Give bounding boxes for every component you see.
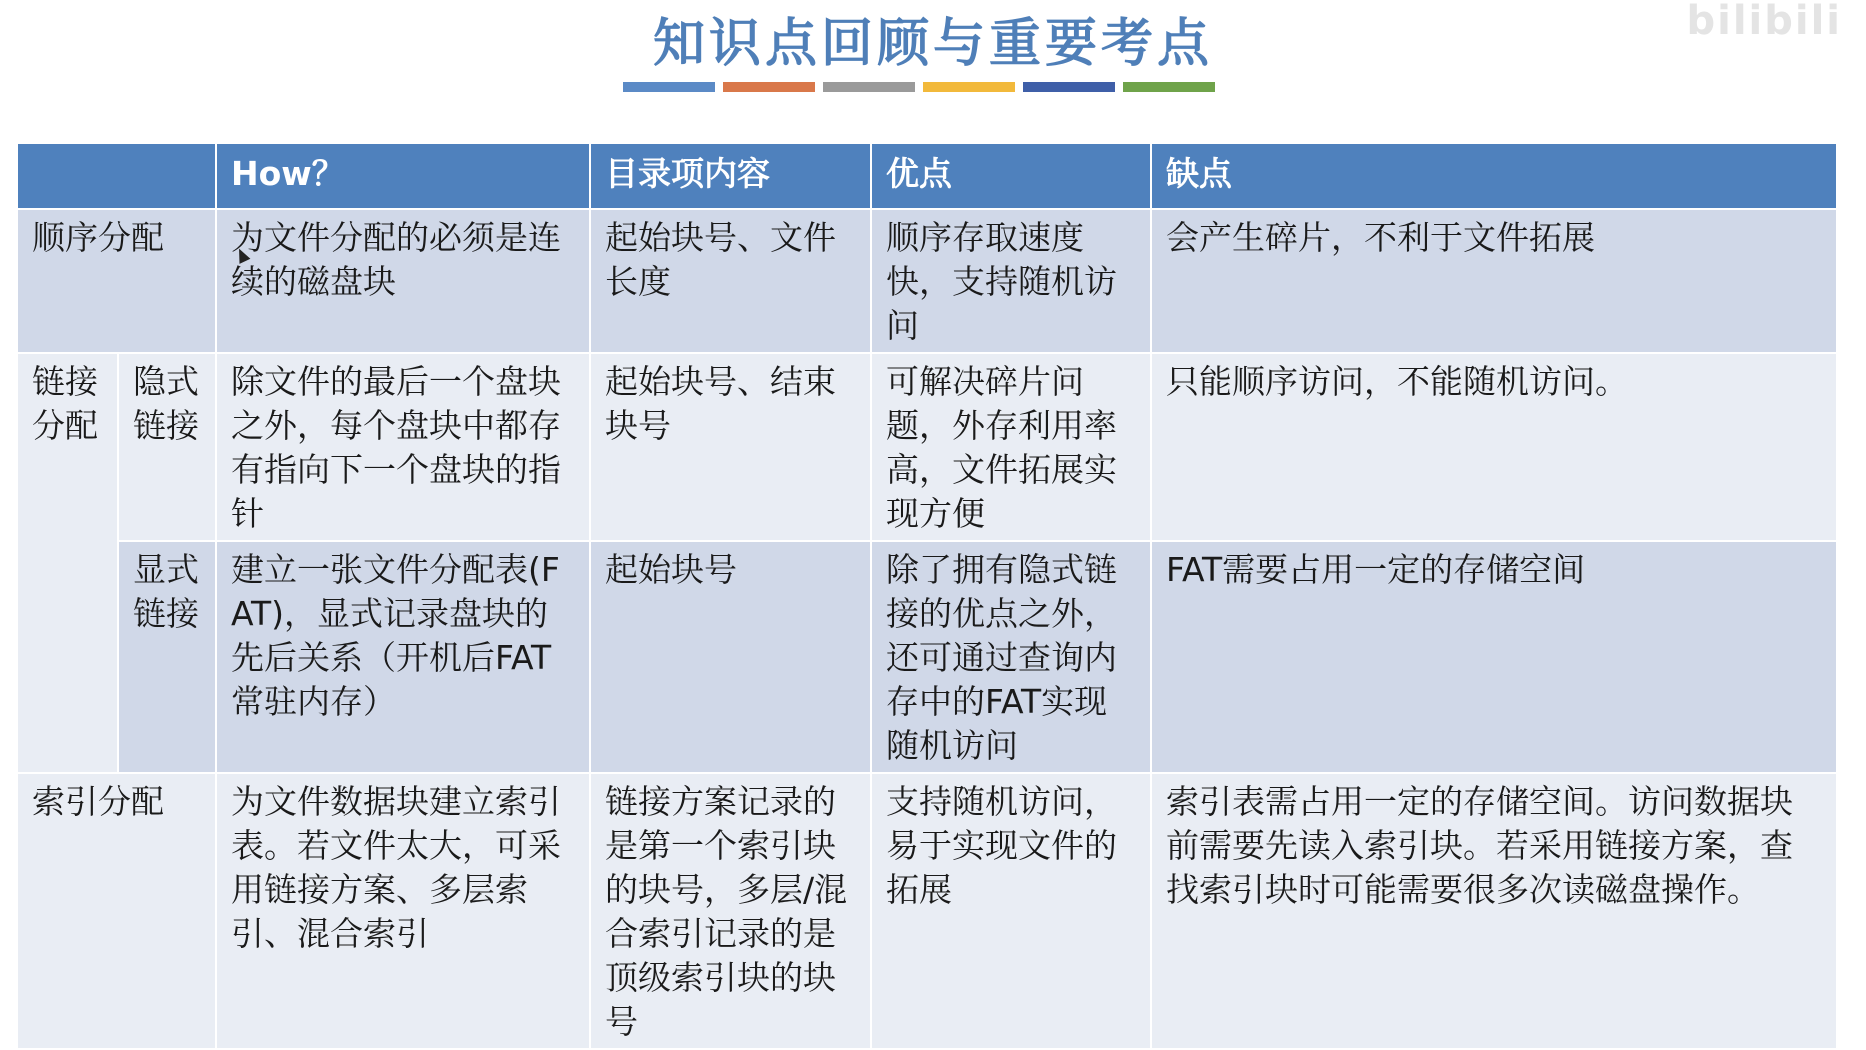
table-row-implicit	[17, 353, 1837, 541]
cell-sequential-pros: 顺序存取速度快，支持随机访问	[871, 209, 1151, 353]
cell-indexed-cons: 索引表需占用一定的存储空间。访问数据块前需要先读入索引块。若采用链接方案，查找索引块时可能需要很多次读磁盘操作。	[1151, 773, 1837, 1049]
header-cell-empty	[17, 143, 216, 209]
table-row-explicit	[17, 541, 1837, 773]
header-cell-directory: 目录项内容	[590, 143, 871, 209]
cell-explicit-cons: FAT需要占用一定的存储空间	[1151, 541, 1837, 773]
cell-sequential-cons: 会产生碎片，不利于文件拓展	[1151, 209, 1837, 353]
row-label-linked: 链接分配	[17, 353, 118, 773]
cell-implicit-pros: 可解决碎片问题，外存利用率高，文件拓展实现方便	[871, 353, 1151, 541]
table-row-sequential	[17, 209, 1837, 353]
cell-implicit-cons: 只能顺序访问，不能随机访问。	[1151, 353, 1837, 541]
color-bar-3	[823, 82, 915, 92]
title-color-bars	[623, 82, 1215, 92]
cell-indexed-dir: 链接方案记录的是第一个索引块的块号，多层/混合索引记录的是顶级索引块的块号	[590, 773, 871, 1049]
row-label-sequential: 顺序分配	[17, 209, 216, 353]
cell-explicit-dir: 起始块号	[590, 541, 871, 773]
color-bar-4	[923, 82, 1015, 92]
cell-indexed-how: 为文件数据块建立索引表。若文件太大，可采用链接方案、多层索引、混合索引	[216, 773, 590, 1049]
color-bar-5	[1023, 82, 1115, 92]
header-cell-how: How？	[216, 143, 590, 209]
table-header-row	[17, 143, 1837, 209]
table-row-indexed	[17, 773, 1837, 1049]
header-cell-pros: 优点	[871, 143, 1151, 209]
header-cell-cons: 缺点	[1151, 143, 1837, 209]
row-label-indexed: 索引分配	[17, 773, 216, 1049]
cell-implicit-how: 除文件的最后一个盘块之外，每个盘块中都存有指向下一个盘块的指针	[216, 353, 590, 541]
cell-sequential-dir: 起始块号、文件长度	[590, 209, 871, 353]
allocation-comparison-table	[16, 142, 1838, 1050]
row-sublabel-implicit: 隐式链接	[118, 353, 216, 541]
bilibili-watermark-logo: bilibili	[1686, 0, 1842, 44]
row-sublabel-explicit: 显式链接	[118, 541, 216, 773]
page-title: 知识点回顾与重要考点	[652, 14, 1213, 74]
cell-implicit-dir: 起始块号、结束块号	[590, 353, 871, 541]
cell-sequential-how: 为文件分配的必须是连续的磁盘块	[216, 209, 590, 353]
color-bar-1	[623, 82, 715, 92]
cell-indexed-pros: 支持随机访问，易于实现文件的拓展	[871, 773, 1151, 1049]
cell-explicit-pros: 除了拥有隐式链接的优点之外，还可通过查询内存中的FAT实现随机访问	[871, 541, 1151, 773]
color-bar-6	[1123, 82, 1215, 92]
cell-explicit-how: 建立一张文件分配表(FAT)，显式记录盘块的先后关系（开机后FAT常驻内存）	[216, 541, 590, 773]
color-bar-2	[723, 82, 815, 92]
